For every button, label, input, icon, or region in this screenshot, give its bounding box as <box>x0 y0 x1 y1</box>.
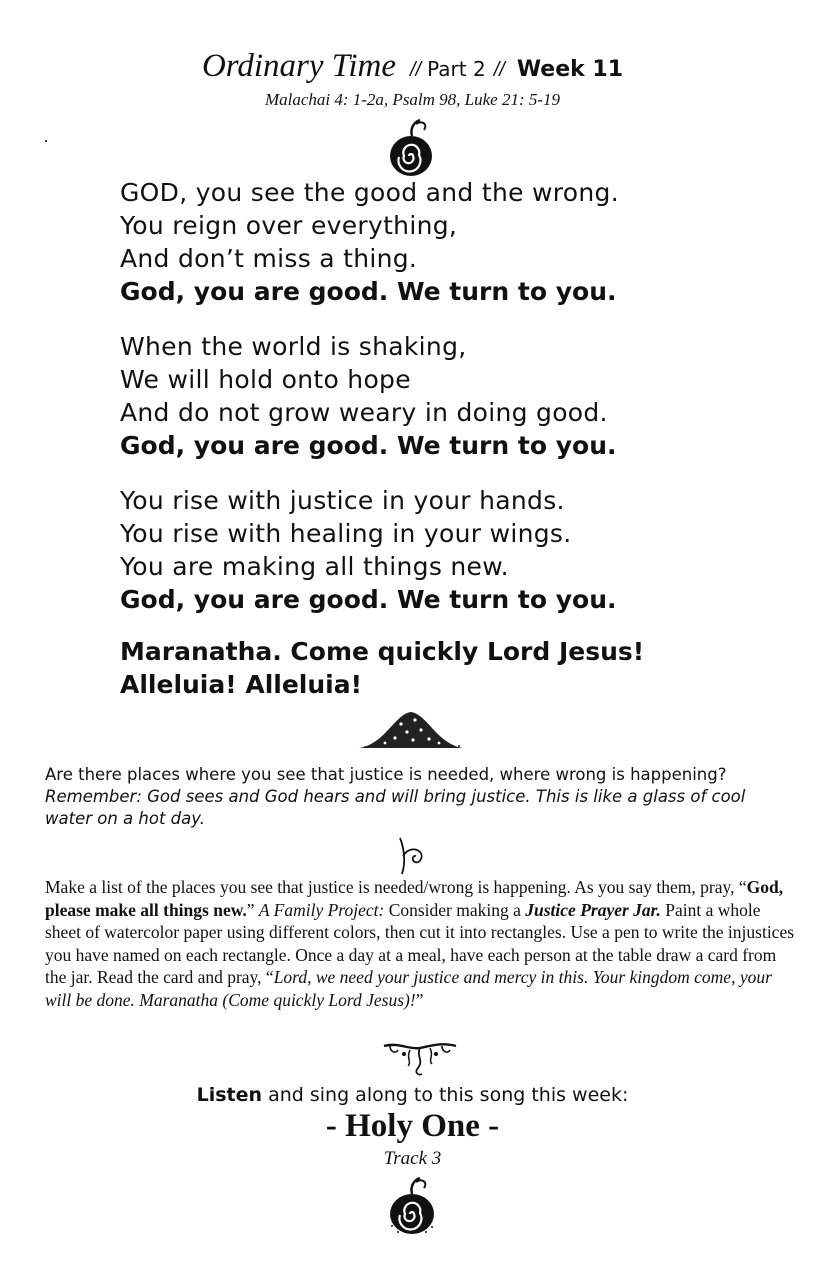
stanza-3 <box>120 484 720 616</box>
dotted-mound-icon <box>355 708 467 750</box>
litany-line: You are making all things new. <box>120 552 509 581</box>
family-project-label: A Family Project: <box>258 899 385 920</box>
litany-line: And don’t miss a thing. <box>120 244 418 273</box>
prayer-bold: God, please make all things new. <box>45 877 784 920</box>
stanza-2 <box>120 330 720 462</box>
song-title: - Holy One - <box>325 1108 500 1144</box>
litany-line: We will hold onto hope <box>120 365 411 394</box>
stanza-1 <box>120 176 720 308</box>
litany-line: You rise with healing in your wings. <box>120 519 572 548</box>
header-separator: // <box>409 59 422 81</box>
closing-acclamation <box>120 635 720 701</box>
reminder-text: Remember: God sees and God hears and will bring justice. This is like a glass of cool water on a hot day. <box>45 787 746 828</box>
season-title: Ordinary Time <box>201 48 396 84</box>
spiral-seed-icon <box>384 1174 440 1236</box>
spiral-seed-icon <box>386 118 438 178</box>
family-project-paragraph <box>45 876 795 1011</box>
listen-text: and sing along to this song this week: <box>262 1084 629 1106</box>
closing-line: Alleluia! Alleluia! <box>120 670 363 699</box>
page-header <box>0 48 825 85</box>
project-text: ” <box>415 989 424 1010</box>
track-label: Track 3 <box>383 1148 442 1169</box>
litany-line: And do not grow weary in doing good. <box>120 398 608 427</box>
litany-line: You reign over everything, <box>120 211 458 240</box>
litany <box>120 176 720 701</box>
listen-label: Listen <box>196 1084 263 1106</box>
stray-dot <box>45 140 47 142</box>
week-label: Week 11 <box>516 57 624 82</box>
justice-jar-name: Justice Prayer Jar. <box>525 899 661 920</box>
litany-line: When the world is shaking, <box>120 332 467 361</box>
litany-response: God, you are good. We turn to you. <box>120 431 617 460</box>
vine-flourish-icon <box>380 1040 460 1078</box>
project-text: ” <box>246 899 259 920</box>
listen-instruction <box>0 1084 825 1106</box>
litany-response: God, you are good. We turn to you. <box>120 277 617 306</box>
reflection-question <box>45 764 785 830</box>
project-text: Paint a whole sheet of watercolor paper using different colors, then cut it into rectangles. Use a pen to write the injustices you have named on each rectangle. Once a day at a meal, have each person at the table draw a card from the jar. Read the card and pray, “ <box>45 899 795 987</box>
closing-line: Maranatha. Come quickly Lord Jesus! <box>120 637 645 666</box>
scripture-readings: Malachai 4: 1-2a, Psalm 98, Luke 21: 5-19 <box>264 90 561 109</box>
closing-prayer: Lord, we need your justice and mercy in this. Your kingdom come, your will be done. Maranatha (Come quickly Lord Jesus)! <box>45 967 772 1010</box>
litany-response: God, you are good. We turn to you. <box>120 585 617 614</box>
project-text: Make a list of the places you see that justice is needed/wrong is happening. As you say them, pray, “ <box>45 877 747 897</box>
question-text: Are there places where you see that justice is needed, where wrong is happening? <box>45 765 727 784</box>
sprout-icon <box>396 834 430 876</box>
project-text: Consider making a <box>384 899 526 920</box>
litany-line: You rise with justice in your hands. <box>120 486 565 515</box>
part-label: Part 2 <box>427 57 486 81</box>
header-separator: // <box>493 59 505 81</box>
litany-line: GOD, you see the good and the wrong. <box>120 178 619 207</box>
